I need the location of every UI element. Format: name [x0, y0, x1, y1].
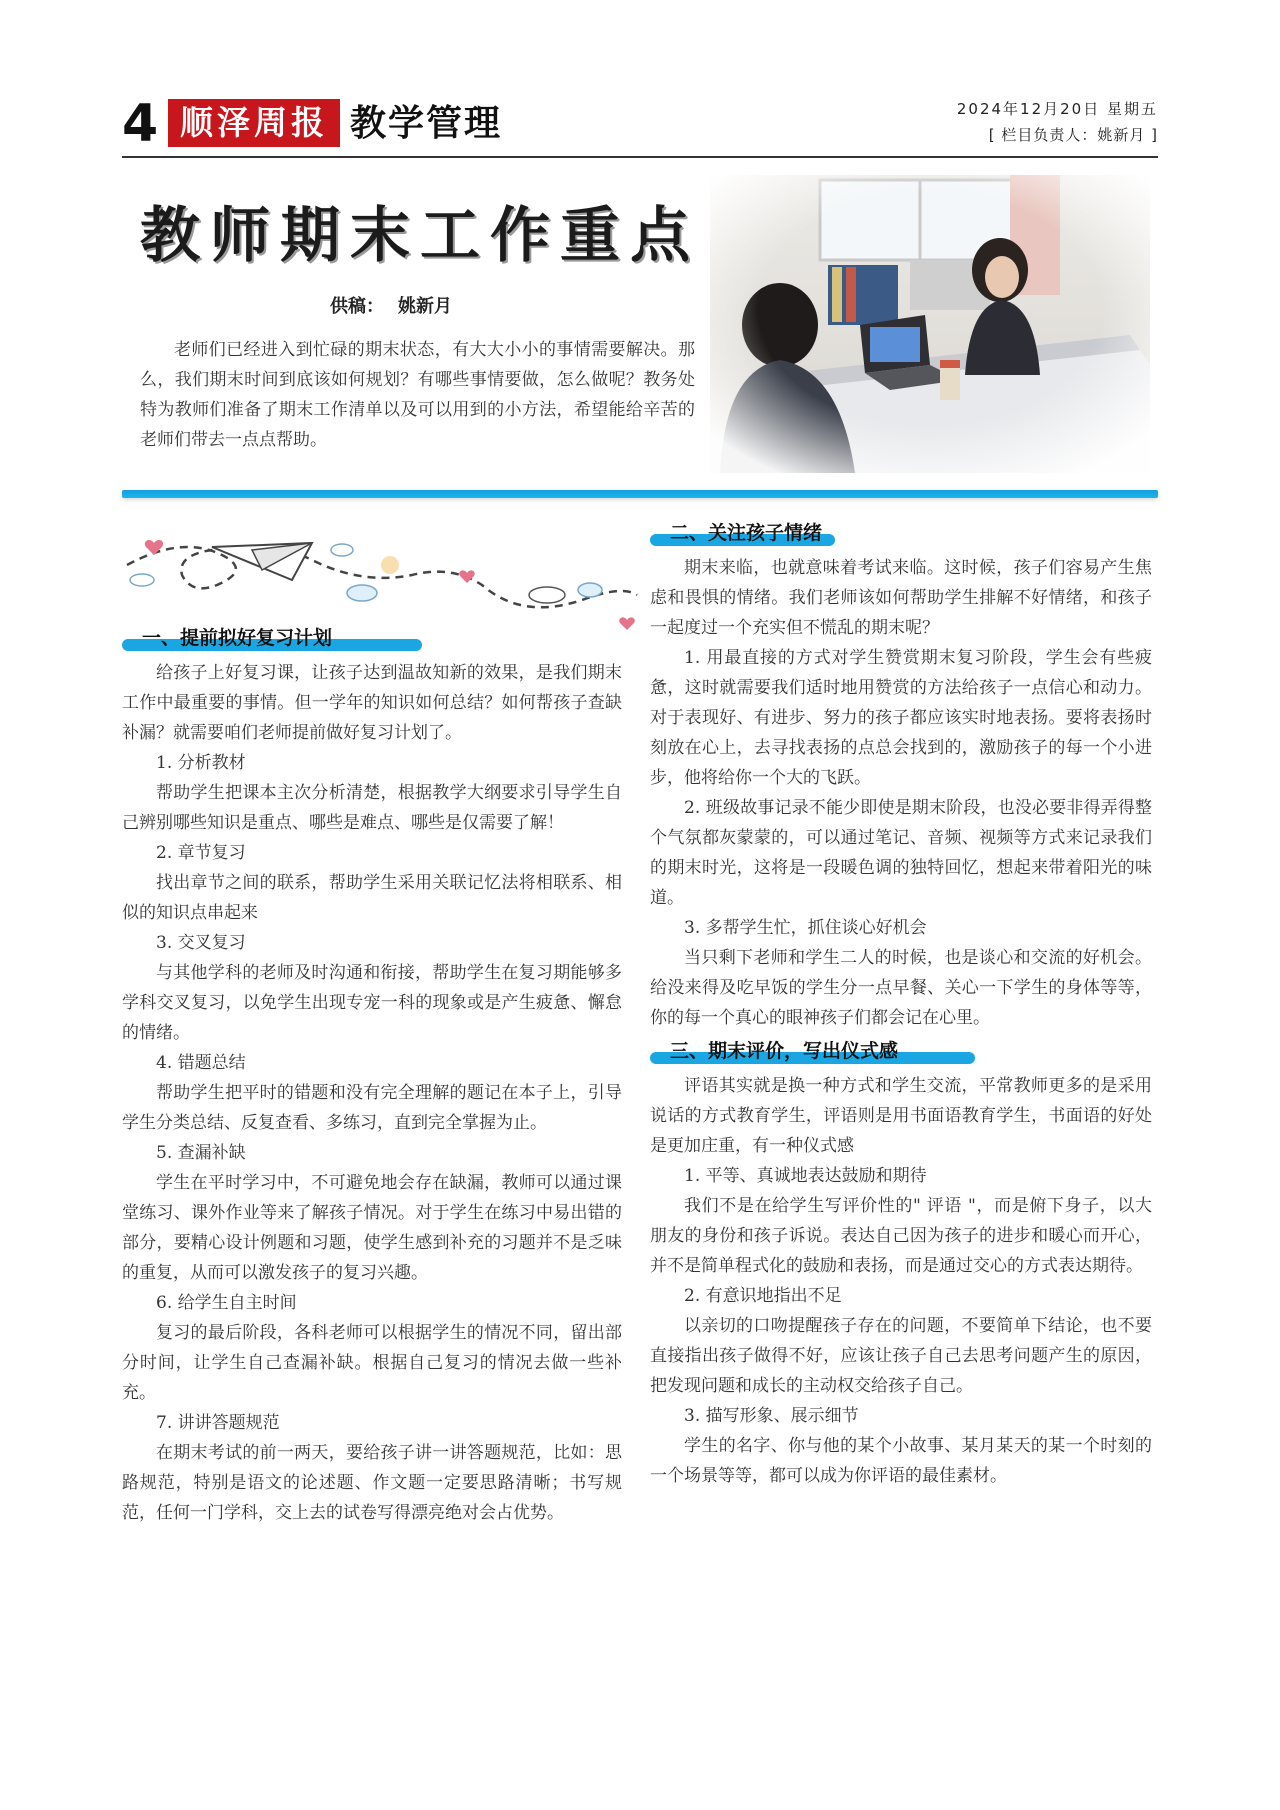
- section3-item-body: 学生的名字、你与他的某个小故事、某月某天的某一个时刻的一个场景等等，都可以成为你评语的最佳素材。: [650, 1436, 1152, 1486]
- column-editor: [ 栏目负责人：姚新月 ]: [988, 126, 1158, 144]
- section1-heading-text: 一、提前拟好复习计划: [142, 627, 333, 649]
- article-title: 教师期末工作重点: [140, 201, 700, 271]
- section3-item-title: 3. 描写形象、展示细节: [684, 1406, 859, 1426]
- masthead: [122, 94, 1158, 156]
- section1-intro: 给孩子上好复习课，让孩子达到温故知新的效果，是我们期末工作中最重要的事情。但一学年的知识如何总结？如何帮孩子查缺补漏？就需要咱们老师提前做好复习计划了。: [122, 663, 622, 743]
- byline-label: 供稿：: [330, 296, 384, 317]
- section3-heading-text: 三、期末评价，写出仪式感: [670, 1040, 899, 1062]
- section1-item-title: 7. 讲讲答题规范: [156, 1413, 280, 1433]
- section1-item-title: 5. 查漏补缺: [156, 1143, 246, 1163]
- teachers-office-photo: [710, 175, 1150, 473]
- section1-item-body: 找出章节之间的联系，帮助学生采用关联记忆法将相联系、相似的知识点串起来: [122, 873, 622, 923]
- section1-item-title: 2. 章节复习: [156, 843, 246, 863]
- section1-item-body: 帮助学生把平时的错题和没有完全理解的题记在本子上，引导学生分类总结、反复查看、多练习，直到完全掌握为止。: [122, 1083, 622, 1133]
- section3-intro: 评语其实就是换一种方式和学生交流，平常教师更多的是采用说话的方式教育学生，评语则是用书面语教育学生，书面语的好处是更加庄重，有一种仪式感: [650, 1076, 1152, 1156]
- masthead-divider: [122, 156, 1158, 158]
- left-column: [122, 620, 622, 1528]
- section1-item-title: 4. 错题总结: [156, 1053, 246, 1073]
- section2-item-body: 当只剩下老师和学生二人的时候，也是谈心和交流的好机会。给没来得及吃早饭的学生分一点早餐、关心一下学生的身体等等，你的每一个真心的眼神孩子们都会记在心里。: [650, 948, 1152, 1028]
- section3-item-title: 2. 有意识地指出不足: [684, 1286, 842, 1306]
- section-name: 教学管理: [350, 103, 503, 144]
- section2-intro: 期末来临，也就意味着考试来临。这时候，孩子们容易产生焦虑和畏惧的情绪。我们老师该如何帮助学生排解不好情绪，和孩子一起度过一个充实但不慌乱的期末呢？: [650, 558, 1152, 638]
- section2-heading: [650, 515, 1152, 551]
- section1-item-body: 学生在平时学习中，不可避免地会存在缺漏，教师可以通过课堂练习、课外作业等来了解孩子情况。对于学生在练习中易出错的部分，要精心设计例题和习题，使学生感到补充的习题并不是乏味的重复，从而可以激发孩子的复习兴趣。: [122, 1173, 622, 1283]
- section3-item-body: 我们不是在给学生写评价性的" 评语 "，而是俯下身子，以大朋友的身份和孩子诉说。表达自己因为孩子的进步和暖心而开心，并不是简单程式化的鼓励和表扬，而是通过交心的方式表达期待。: [650, 1196, 1152, 1276]
- section2-item-body: 1. 用最直接的方式对学生赞赏期末复习阶段，学生会有些疲惫，这时就需要我们适时地用赞赏的方法给孩子一点信心和动力。对于表现好、有进步、努力的孩子都应该实时地表扬。要将表扬时刻放在心上，去寻找表扬的点总会找到的，激励孩子的每一个小进步，他将给你一个大的飞跃。: [650, 648, 1152, 788]
- section1-heading: [122, 620, 622, 656]
- section2-heading-text: 二、关注孩子情绪: [670, 522, 823, 544]
- section1-item-body: 与其他学科的老师及时沟通和衔接，帮助学生在复习期能够多学科交叉复习，以免学生出现专宠一科的现象或是产生疲惫、懈怠的情绪。: [122, 963, 622, 1043]
- section1-item-title: 3. 交叉复习: [156, 933, 246, 953]
- section1-item-title: 6. 给学生自主时间: [156, 1293, 297, 1313]
- section1-item-title: 1. 分析教材: [156, 753, 246, 773]
- section2-item-title: 3. 多帮学生忙，抓住谈心好机会: [684, 918, 927, 938]
- section3-item-body: 以亲切的口吻提醒孩子存在的问题，不要简单下结论，也不要直接指出孩子做得不好，应该让孩子自己去思考问题产生的原因，把发现问题和成长的主动权交给孩子自己。: [650, 1316, 1152, 1396]
- byline-name: 姚新月: [398, 296, 452, 317]
- paper-logo: 顺泽周报: [168, 99, 340, 147]
- right-column: [650, 515, 1152, 1491]
- section3-heading: [650, 1033, 1152, 1069]
- page-number: 4: [122, 94, 159, 154]
- section1-item-body: 在期末考试的前一两天，要给孩子讲一讲答题规范，比如：思路规范，特别是语文的论述题、作文题一定要思路清晰；书写规范，任何一门学科，交上去的试卷写得漂亮绝对会占优势。: [122, 1443, 622, 1523]
- byline: [330, 292, 466, 318]
- issue-date: 2024年12月20日 星期五: [956, 100, 1158, 118]
- section2-item-body: 2. 班级故事记录不能少即使是期末阶段，也没必要非得弄得整个气氛都灰蒙蒙的，可以通过笔记、音频、视频等方式来记录我们的期末时光，这将是一段暖色调的独特回忆，想起来带着阳光的味道。: [650, 798, 1152, 908]
- article-intro: 老师们已经进入到忙碌的期末状态，有大大小小的事情需要解决。那么，我们期末时间到底该如何规划？有哪些事情要做，怎么做呢？教务处特为教师们准备了期末工作清单以及可以用到的小方法，希望能给辛苦的老师们带去一点点帮助。: [140, 340, 695, 450]
- section-divider: [122, 490, 1158, 498]
- section1-item-body: 复习的最后阶段，各科老师可以根据学生的情况不同，留出部分时间，让学生自己查漏补缺。根据自己复习的情况去做一些补充。: [122, 1323, 622, 1403]
- section1-item-body: 帮助学生把课本主次分析清楚，根据教学大纲要求引导学生自己辨别哪些知识是重点、哪些是难点、哪些是仅需要了解！: [122, 783, 622, 833]
- paper-plane-decoration: [122, 525, 642, 635]
- section3-item-title: 1. 平等、真诚地表达鼓励和期待: [684, 1166, 927, 1186]
